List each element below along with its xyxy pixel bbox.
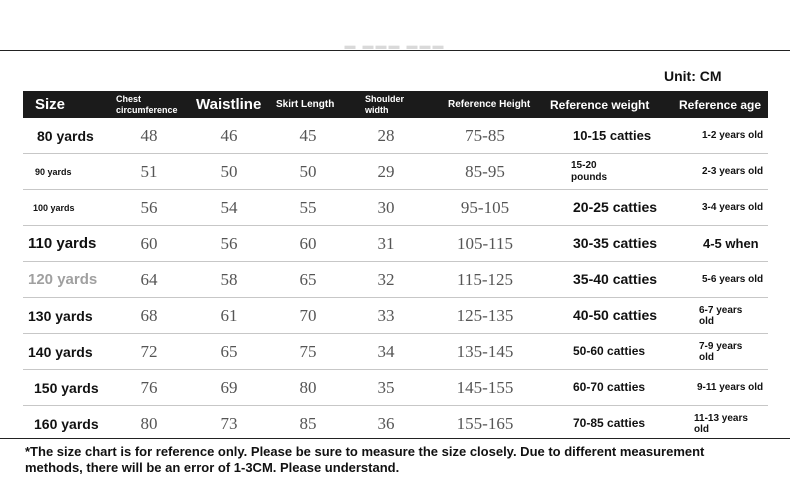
bottom-divider [0, 438, 790, 439]
waist-cell: 46 [220, 125, 238, 145]
shoulder-cell: 34 [377, 341, 395, 361]
skirt-cell: 45 [299, 125, 317, 145]
size-cell: 100 yards [33, 202, 75, 213]
table-row [23, 370, 768, 406]
weight-cell: 15-20 pounds [571, 159, 608, 183]
size-cell: 90 yards [35, 166, 72, 177]
age-cell: 9-11 years old [697, 382, 764, 393]
weight-cell: 40-50 catties [573, 307, 658, 323]
header-height: Reference Height [448, 99, 531, 110]
chest-cell: 64 [140, 269, 158, 289]
size-cell: 120 yards [28, 271, 98, 288]
header-shoulder: Shoulder width [365, 93, 405, 115]
skirt-cell: 65 [299, 269, 317, 289]
height-cell: 125-135 [456, 305, 514, 325]
weight-cell: 70-85 catties [573, 416, 646, 430]
skirt-cell: 70 [299, 305, 317, 325]
waist-cell: 73 [220, 413, 238, 433]
header-chest: Chest circumference [116, 93, 178, 115]
skirt-cell: 60 [299, 233, 317, 253]
header-waist: Waistline [196, 96, 262, 113]
waist-cell: 61 [220, 305, 238, 325]
height-cell: 155-165 [456, 413, 514, 433]
height-cell: 105-115 [456, 233, 514, 253]
size-table-body [23, 118, 768, 442]
shoulder-cell: 36 [377, 413, 395, 433]
size-cell: 130 yards [28, 307, 93, 324]
age-cell: 6-7 years old [699, 304, 743, 327]
shoulder-cell: 31 [377, 233, 395, 253]
table-row [23, 226, 768, 262]
weight-cell: 50-60 catties [573, 344, 646, 358]
weight-cell: 10-15 catties [573, 128, 652, 143]
skirt-cell: 80 [299, 377, 317, 397]
header-size: Size [35, 96, 66, 113]
weight-cell: 60-70 catties [573, 380, 646, 394]
header-weight: Reference weight [550, 97, 650, 112]
chest-cell: 68 [140, 305, 158, 325]
chest-cell: 76 [140, 377, 158, 397]
chest-cell: 60 [140, 233, 158, 253]
table-row [23, 118, 768, 154]
faded-title-graphic: ▬ ▬▬▬ ▬▬▬ [344, 40, 446, 52]
shoulder-cell: 30 [377, 197, 395, 217]
chest-cell: 56 [140, 197, 158, 217]
table-row [23, 154, 768, 190]
header-skirt: Skirt Length [276, 99, 335, 110]
height-cell: 85-95 [465, 161, 505, 181]
age-cell: 5-6 years old [702, 274, 764, 285]
chest-cell: 48 [140, 125, 158, 145]
skirt-cell: 50 [299, 161, 317, 181]
age-cell: 11-13 years old [694, 412, 748, 435]
height-cell: 145-155 [456, 377, 514, 397]
weight-cell: 35-40 catties [573, 271, 658, 287]
table-header [23, 91, 768, 118]
chest-cell: 80 [140, 413, 158, 433]
shoulder-cell: 29 [377, 161, 395, 181]
shoulder-cell: 32 [377, 269, 395, 289]
size-cell: 110 yards [28, 235, 97, 252]
waist-cell: 58 [220, 269, 238, 289]
waist-cell: 65 [220, 341, 238, 361]
size-cell: 80 yards [37, 127, 94, 144]
height-cell: 75-85 [465, 125, 505, 145]
weight-cell: 30-35 catties [573, 235, 658, 251]
disclaimer-note: *The size chart is for reference only. Please be sure to measure the size closely. Due to different measurement methods, there will be an error of 1-3CM. Please understand. [25, 444, 705, 475]
table-row [23, 334, 768, 370]
age-cell: 2-3 years old [702, 166, 764, 177]
skirt-cell: 75 [299, 341, 317, 361]
shoulder-cell: 28 [377, 125, 395, 145]
size-cell: 140 yards [28, 343, 93, 360]
shoulder-cell: 33 [377, 305, 395, 325]
chest-cell: 72 [140, 341, 158, 361]
size-cell: 150 yards [34, 379, 99, 396]
age-cell: 4-5 when [703, 236, 759, 251]
height-cell: 95-105 [460, 197, 510, 217]
chest-cell: 51 [140, 161, 158, 181]
skirt-cell: 85 [299, 413, 317, 433]
waist-cell: 50 [220, 161, 238, 181]
table-row [23, 190, 768, 226]
age-cell: 3-4 years old [702, 202, 764, 213]
size-cell: 160 yards [34, 415, 99, 432]
age-cell: 7-9 years old [699, 340, 743, 363]
waist-cell: 69 [220, 377, 238, 397]
table-row [23, 262, 768, 298]
table-row [23, 298, 768, 334]
table-row [23, 406, 768, 442]
age-cell: 1-2 years old [702, 130, 764, 141]
shoulder-cell: 35 [377, 377, 395, 397]
skirt-cell: 55 [299, 197, 317, 217]
unit-label: Unit: CM [664, 68, 722, 84]
waist-cell: 56 [220, 233, 238, 253]
header-age: Reference age [679, 97, 762, 112]
waist-cell: 54 [220, 197, 238, 217]
height-cell: 115-125 [456, 269, 514, 289]
height-cell: 135-145 [456, 341, 514, 361]
weight-cell: 20-25 catties [573, 199, 658, 215]
